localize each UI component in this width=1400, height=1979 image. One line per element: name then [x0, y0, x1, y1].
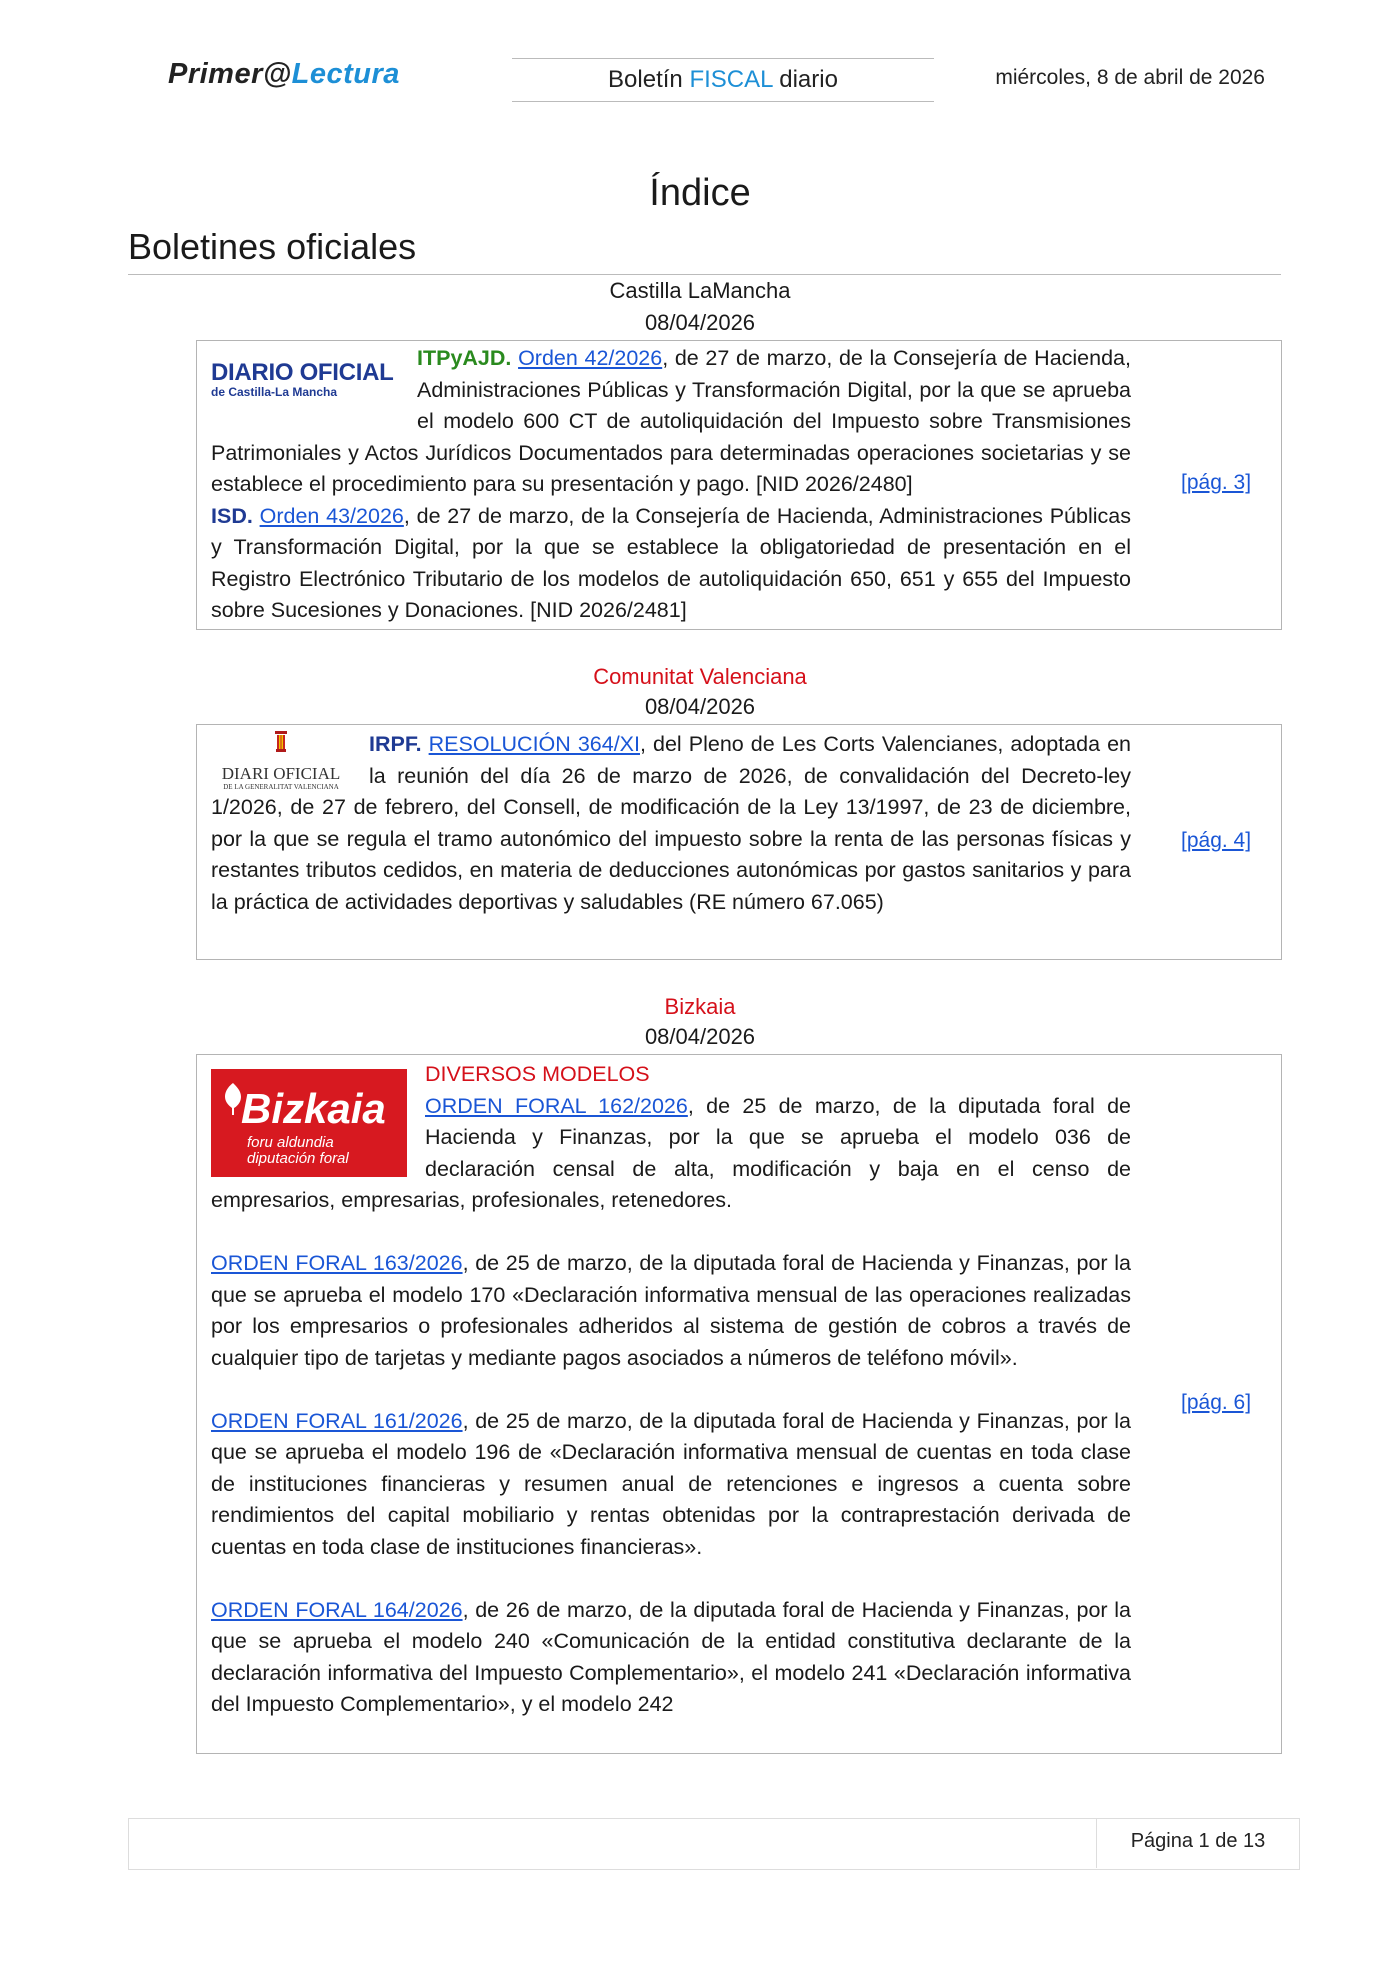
- logo-line-1: DIARIO OFICIAL: [211, 359, 394, 386]
- region-title-castilla: Castilla LaMancha: [609, 278, 791, 303]
- diario-oficial-clm-logo: [211, 343, 399, 421]
- orden-foral-164-link[interactable]: ORDEN FORAL 164/2026: [211, 1597, 463, 1622]
- entry-box-castilla: [196, 340, 1282, 630]
- tax-tag: ISD.: [211, 503, 253, 528]
- orden-42-link[interactable]: Orden 42/2026: [518, 346, 663, 370]
- entry-description: , de 25 de marzo, de la diputada foral de Hacienda y Finanzas, por la que se aprueba el modelo 036 de declaración censal de alta, modificación y baja en el censo de empresarios, empresarias, profesionales, retenedores.: [211, 1093, 1131, 1212]
- logo-line-3: diputación foral: [247, 1150, 349, 1167]
- gva-crest-icon: [269, 729, 293, 755]
- diari-oficial-gva-logo: [211, 729, 351, 791]
- section-divider: [128, 274, 1281, 275]
- tax-tag: ITPyAJD.: [417, 346, 512, 370]
- page-number: Página 1 de 13: [1130, 1830, 1266, 1852]
- entry-orden-foral-164: [211, 1595, 1131, 1721]
- brand-prefix: Primer@: [168, 58, 292, 90]
- orden-foral-162-link[interactable]: ORDEN FORAL 162/2026: [425, 1093, 688, 1118]
- entry-text-bizkaia: [211, 1059, 1131, 1721]
- entry-description: , de 27 de marzo, de la Consejería de Hacienda, Administraciones Públicas y Transformación Digital, por la que se establece la obligatoriedad de presentación en el Registro Electrónico Tributario de los modelos de autoliquidación 650, 651 y 655 del Impuesto sobre Sucesiones y Donaciones. [NID 2026/2481]: [211, 503, 1131, 622]
- bulletin-suffix: diario: [772, 66, 838, 93]
- page-title: Índice: [649, 172, 751, 214]
- tax-tag: IRPF.: [369, 732, 422, 756]
- region-title-valenciana: Comunitat Valenciana: [593, 664, 807, 689]
- bulletin-highlight: FISCAL: [689, 66, 773, 93]
- entry-box-valenciana: [196, 724, 1282, 960]
- entry-description: , del Pleno de Les Corts Valencianes, adoptada en la reunión del día 26 de marzo de 2026, de convalidación del Decreto-ley 1/2026, de 27 de febrero, del Consell, de modificación de la Ley 13/1997, de 23 de diciembre, por la que se regula el tramo autonómico del impuesto sobre la renta de las personas físicas y restantes tributos cedidos, en materia de deducciones autonómicas por gastos sanitarios y para la práctica de actividades deportivas y saludables (RE número 67.065): [211, 732, 1132, 914]
- entry-box-bizkaia: [196, 1054, 1282, 1754]
- page-ref-link[interactable]: [pág. 6]: [1181, 1391, 1252, 1414]
- entry-description: , de 26 de marzo, de la diputada foral de Hacienda y Finanzas, por la que se aprueba el modelo 240 «Comunicación de la entidad constitutiva declarante de la declaración informativa del Impuesto Complementario», el modelo 241 «Declaración informativa del Impuesto Complementario», y el modelo 242: [211, 1597, 1131, 1716]
- logo-line-1: Bizkaia: [241, 1085, 386, 1132]
- bizkaia-logo: [211, 1069, 407, 1177]
- orden-foral-161-link[interactable]: ORDEN FORAL 161/2026: [211, 1408, 463, 1433]
- region-date-valenciana: 08/04/2026: [644, 694, 756, 719]
- page-ref-link[interactable]: [pág. 3]: [1181, 471, 1252, 494]
- entry-description: , de 25 de marzo, de la diputada foral de Hacienda y Finanzas, por la que se aprueba el modelo 170 «Declaración informativa mensual de las operaciones realizadas por los empresarios o profesionales adheridos al sistema de gestión de cobros a través de cualquier tipo de tarjetas y mediante pagos asociados a números de teléfono móvil».: [211, 1251, 1131, 1370]
- region-date-castilla: 08/04/2026: [644, 310, 756, 335]
- entry-text-valenciana: [211, 729, 1131, 918]
- entry-orden-foral-161: [211, 1406, 1131, 1564]
- logo-line-1: DIARI OFICIAL: [221, 763, 341, 783]
- entry-heading: DIVERSOS MODELOS: [425, 1062, 650, 1086]
- logo-line-2: de Castilla-La Mancha: [211, 385, 338, 399]
- region-title-bizkaia: Bizkaia: [664, 994, 736, 1019]
- brand-logo: [168, 58, 400, 91]
- orden-foral-163-link[interactable]: ORDEN FORAL 163/2026: [211, 1251, 463, 1275]
- brand-suffix: Lectura: [291, 58, 400, 90]
- entry-description: , de 25 de marzo, de la diputada foral de Hacienda y Finanzas, por la que se aprueba el modelo 196 de «Declaración informativa mensual de cuentas en toda clase de instituciones financieras y resumen anual de retenciones e ingresos a cuenta sobre rendimientos del capital mobiliario y rentas obtenidas por la contraprestación derivada de cuentas en toda clase de instituciones financieras».: [211, 1408, 1131, 1559]
- region-date-bizkaia: 08/04/2026: [644, 1024, 756, 1049]
- resolucion-364-link[interactable]: RESOLUCIÓN 364/XI: [428, 732, 640, 756]
- section-title: Boletines oficiales: [128, 226, 417, 267]
- page-ref-link[interactable]: [pág. 4]: [1181, 829, 1252, 852]
- entry-isd: [211, 501, 1131, 627]
- entry-description: , de 27 de marzo, de la Consejería de Hacienda, Administraciones Públicas y Transformación Digital, por la que se aprueba el modelo 600 CT de autoliquidación del Impuesto sobre Transmisiones Patrimoniales y Actos Jurídicos Documentados para determinadas operaciones societarias y se establece el procedimiento para su presentación y pago. [NID 2026/2480]: [211, 346, 1131, 496]
- footer-divider: [1096, 1818, 1097, 1868]
- bulletin-prefix: Boletín: [608, 66, 690, 93]
- orden-43-link[interactable]: Orden 43/2026: [259, 503, 404, 528]
- bulletin-title: [512, 58, 934, 102]
- logo-line-2: foru aldundia: [247, 1134, 334, 1151]
- entry-orden-foral-163: [211, 1248, 1131, 1374]
- header-date: miércoles, 8 de abril de 2026: [995, 66, 1265, 89]
- entry-text-castilla: [211, 343, 1131, 627]
- logo-line-2: DE LA GENERALITAT VALENCIANA: [223, 782, 339, 791]
